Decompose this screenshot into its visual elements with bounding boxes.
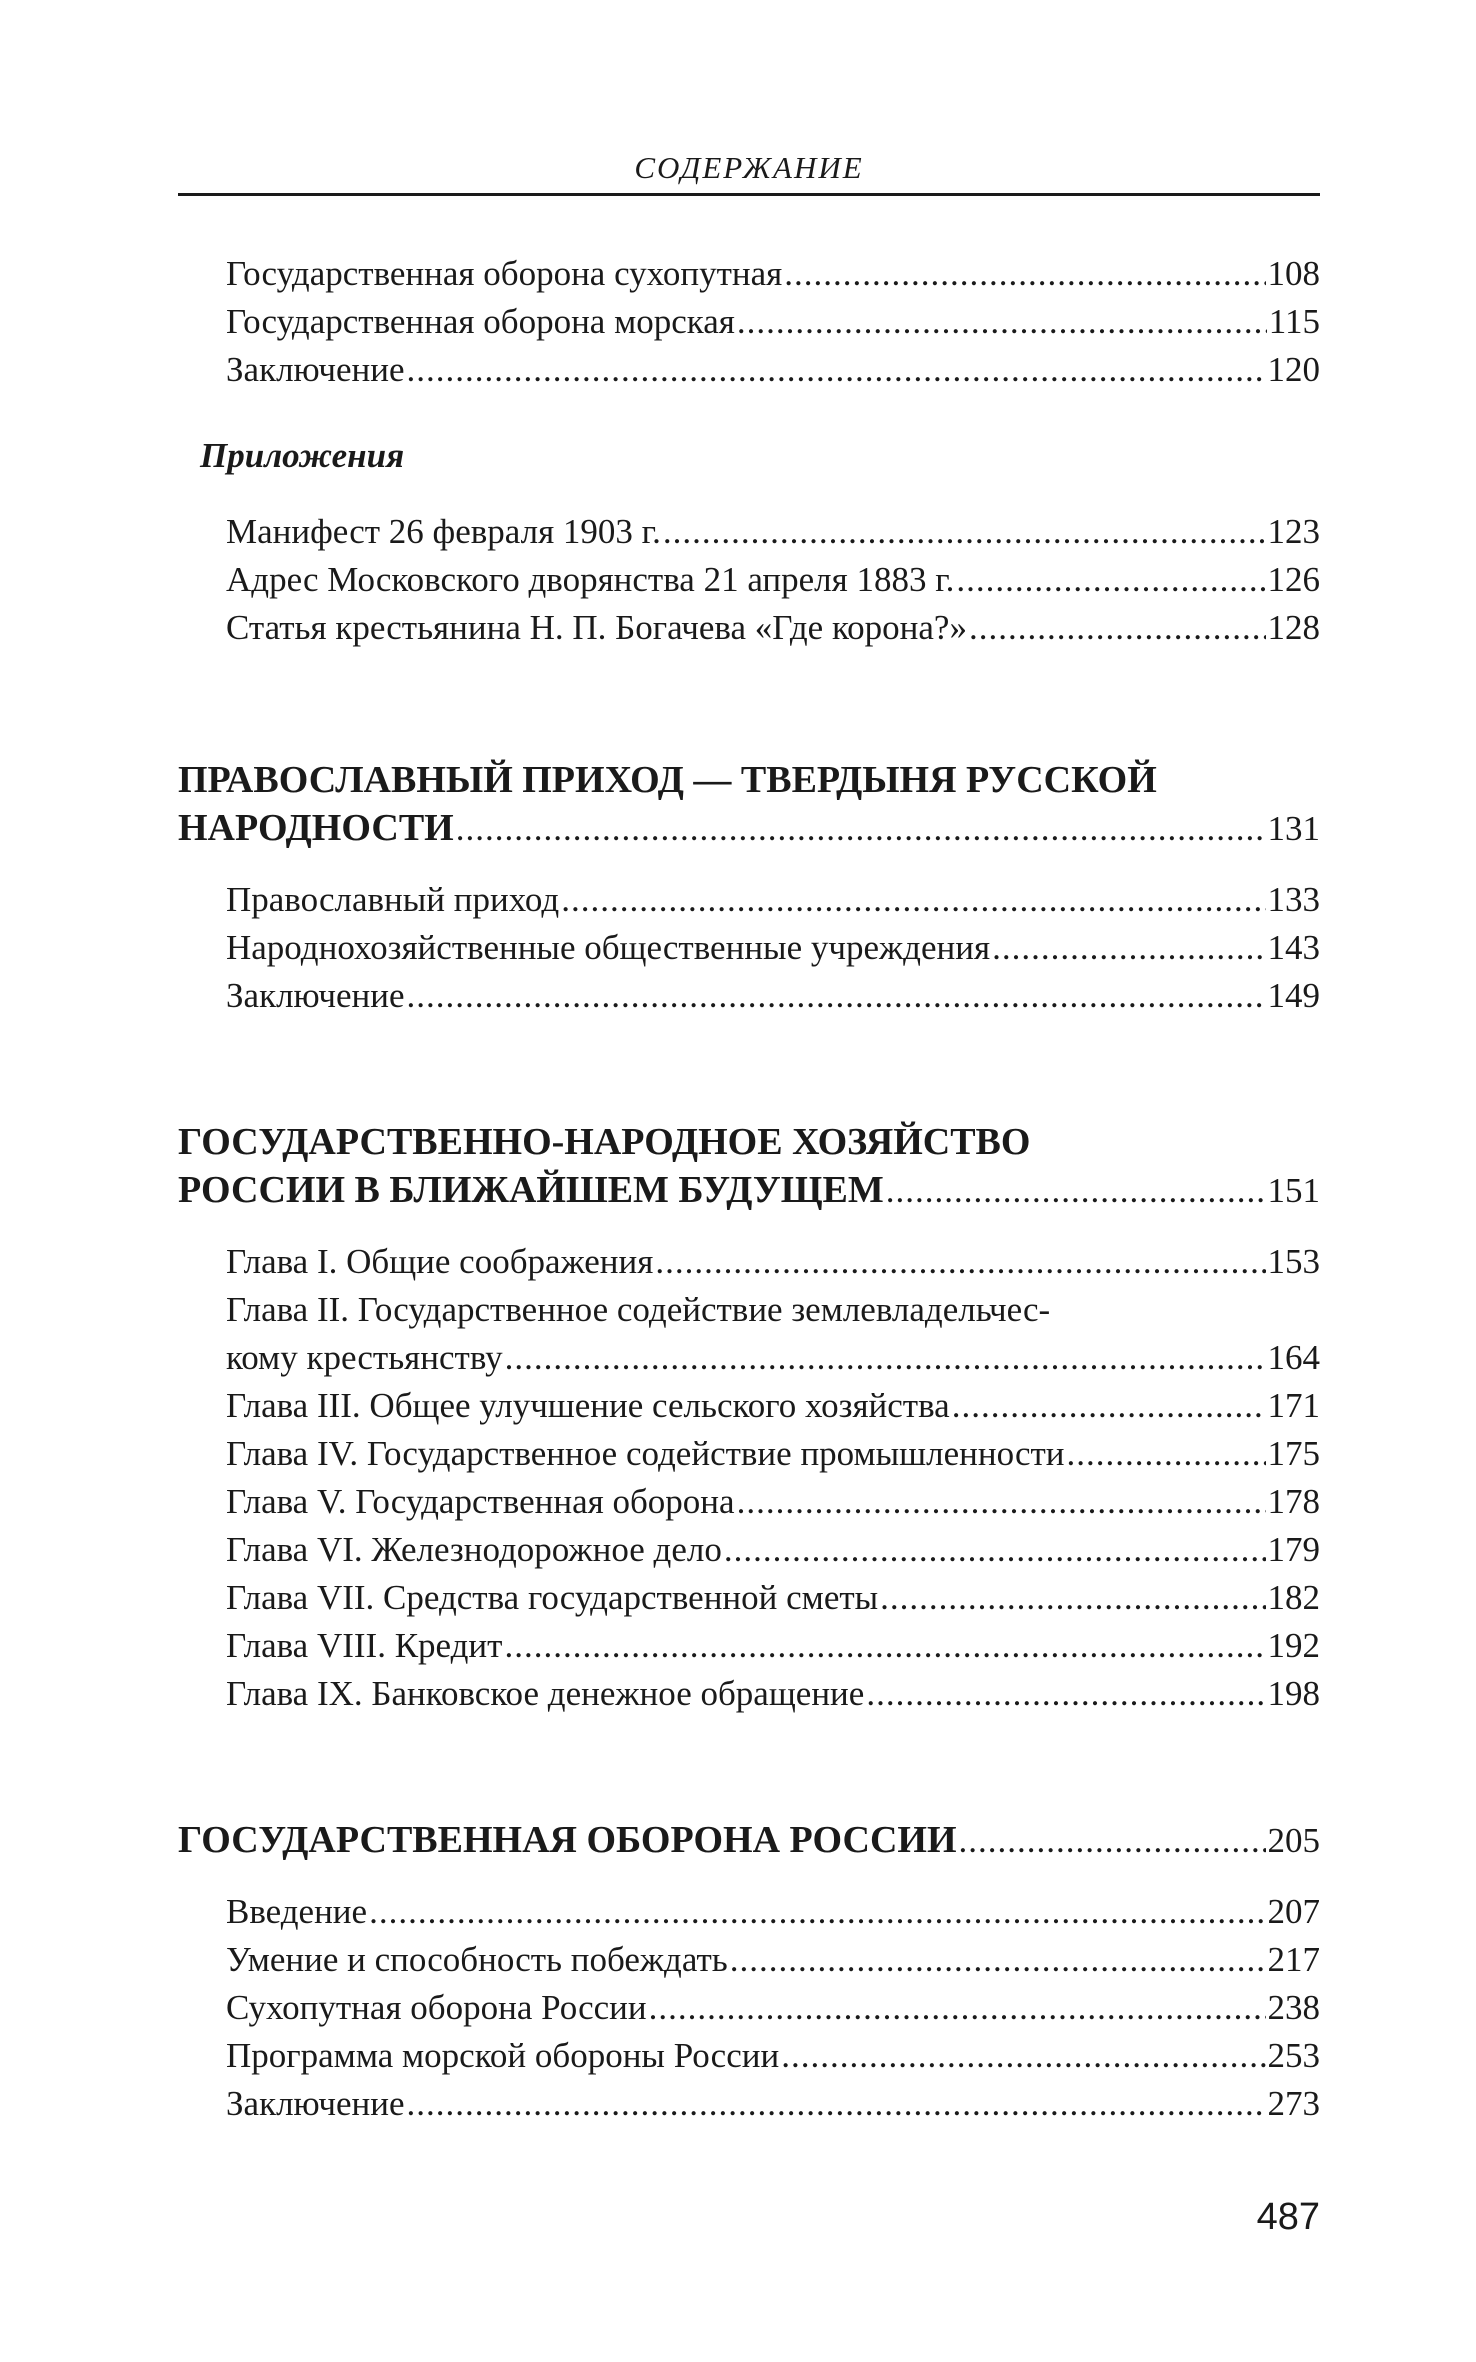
- toc-entry-page: 175: [1267, 1434, 1320, 1473]
- leader-dots: [737, 1478, 1266, 1526]
- toc-entry-title: Умение и способность побеждать: [226, 1940, 728, 1979]
- leader-dots: [456, 805, 1266, 853]
- toc-entry-page: 253: [1267, 2036, 1320, 2075]
- section-page: 205: [1267, 1821, 1320, 1860]
- toc-entry-title: Глава IV. Государственное содействие промышленности: [226, 1434, 1065, 1473]
- toc-entry: [226, 1526, 1320, 1574]
- toc-entry: [226, 508, 1320, 556]
- leader-dots: [781, 2032, 1265, 2080]
- toc-entry-title: Глава III. Общее улучшение сельского хозяйства: [226, 1386, 950, 1425]
- toc-entry-page: 108: [1267, 254, 1320, 293]
- leader-dots: [969, 604, 1266, 652]
- toc-entry-title: Государственная оборона морская: [226, 302, 735, 341]
- leader-dots: [649, 1984, 1266, 2032]
- leader-dots: [959, 1817, 1266, 1865]
- section-heading-title: НАРОДНОСТИ: [178, 807, 454, 849]
- toc-entry-title: кому крестьянству: [226, 1338, 503, 1377]
- toc-entry-page: 273: [1267, 2084, 1320, 2123]
- leader-dots: [737, 298, 1267, 346]
- leader-dots: [784, 250, 1265, 298]
- toc-entry-page: 153: [1267, 1242, 1320, 1281]
- toc-entry-title: Глава I. Общие соображения: [226, 1242, 654, 1281]
- section-heading-title: РОССИИ В БЛИЖАЙШЕМ БУДУЩЕМ: [178, 1169, 884, 1211]
- toc-entry-title: Глава V. Государственная оборона: [226, 1482, 735, 1521]
- toc-entry: [226, 1238, 1320, 1286]
- toc-entry: [226, 1334, 1320, 1382]
- toc-entry-page: 128: [1267, 608, 1320, 647]
- toc-entry-title: Народнохозяйственные общественные учреждения: [226, 928, 991, 967]
- toc-entry-page: 178: [1267, 1482, 1320, 1521]
- leader-dots: [505, 1334, 1266, 1382]
- toc-entry-title: Сухопутная оборона России: [226, 1988, 647, 2027]
- leader-dots: [952, 1382, 1266, 1430]
- appendix-heading: Приложения: [200, 436, 405, 475]
- toc-entry-title: Адрес Московского дворянства 21 апреля 1883 г.: [226, 560, 955, 599]
- toc-entry-page: 192: [1267, 1626, 1320, 1665]
- toc-entry-page: 149: [1267, 976, 1320, 1015]
- toc-entry: [226, 972, 1320, 1020]
- leader-dots: [724, 1526, 1266, 1574]
- toc-entry-title: Статья крестьянина Н. П. Богачева «Где корона?»: [226, 608, 967, 647]
- toc-entry-page: 126: [1267, 560, 1320, 599]
- toc-entry-title: Заключение: [226, 2084, 405, 2123]
- toc-entry-title: Манифест 26 февраля 1903 г.: [226, 512, 661, 551]
- toc-entry: [226, 1984, 1320, 2032]
- toc-entry: [226, 604, 1320, 652]
- header-rule: [178, 193, 1320, 196]
- section-heading-entry: [178, 804, 1320, 853]
- toc-entry-title: Глава VI. Железнодорожное дело: [226, 1530, 722, 1569]
- section-heading-entry: [178, 1816, 1320, 1865]
- section-heading: ГОСУДАРСТВЕННО-НАРОДНОЕ ХОЗЯЙСТВО: [178, 1121, 1031, 1163]
- toc-entry: [226, 2032, 1320, 2080]
- toc-entry-page: 143: [1267, 928, 1320, 967]
- toc-entry-title: Православный приход: [226, 880, 560, 919]
- toc-entry-page: 120: [1267, 350, 1320, 389]
- toc-entry-title: Программа морской обороны России: [226, 2036, 780, 2075]
- leader-dots: [561, 876, 1265, 924]
- toc-entry: [226, 1382, 1320, 1430]
- toc-entry: [226, 346, 1320, 394]
- toc-entry-page: 217: [1267, 1940, 1320, 1979]
- toc-entry: [226, 924, 1320, 972]
- toc-entry-page: 164: [1267, 1338, 1320, 1377]
- toc-entry: [226, 1670, 1320, 1718]
- toc-entry-page: 238: [1267, 1988, 1320, 2027]
- toc-entry-title: Глава IX. Банковское денежное обращение: [226, 1674, 865, 1713]
- leader-dots: [369, 1888, 1265, 1936]
- toc-entry-title-line: Глава II. Государственное содействие землевладельчес-: [226, 1290, 1051, 1329]
- toc-entry: [226, 2080, 1320, 2128]
- toc-entry: [226, 1622, 1320, 1670]
- toc-entry-page: 171: [1267, 1386, 1320, 1425]
- section-heading-title: ГОСУДАРСТВЕННАЯ ОБОРОНА РОССИИ: [178, 1819, 957, 1861]
- section-page: 151: [1267, 1171, 1320, 1210]
- page-number: 487: [1256, 2196, 1320, 2238]
- toc-entry-page: 207: [1267, 1892, 1320, 1931]
- leader-dots: [730, 1936, 1266, 1984]
- running-head: СОДЕРЖАНИЕ: [634, 150, 864, 185]
- toc-entry: [226, 1478, 1320, 1526]
- toc-entry-title: Глава VII. Средства государственной сметы: [226, 1578, 879, 1617]
- toc-entry: [226, 298, 1320, 346]
- toc-entry-title: Глава VIII. Кредит: [226, 1626, 503, 1665]
- toc-entry-title: Заключение: [226, 976, 405, 1015]
- leader-dots: [407, 2080, 1266, 2128]
- toc-entry-page: 198: [1267, 1674, 1320, 1713]
- leader-dots: [407, 346, 1266, 394]
- toc-entry: [226, 556, 1320, 604]
- toc-entry-page: 182: [1267, 1578, 1320, 1617]
- toc-entry-title: Введение: [226, 1892, 368, 1931]
- section-heading-entry: [178, 1166, 1320, 1215]
- leader-dots: [1067, 1430, 1266, 1478]
- toc-entry: [226, 250, 1320, 298]
- leader-dots: [866, 1670, 1265, 1718]
- section-page: 131: [1267, 809, 1320, 848]
- leader-dots: [956, 556, 1265, 604]
- toc-entry: [226, 1430, 1320, 1478]
- toc-entry-title: Заключение: [226, 350, 405, 389]
- toc-entry: [226, 876, 1320, 924]
- leader-dots: [886, 1167, 1266, 1215]
- leader-dots: [992, 924, 1265, 972]
- toc-entry: [226, 1936, 1320, 1984]
- toc-entry: [226, 1888, 1320, 1936]
- section-heading: ПРАВОСЛАВНЫЙ ПРИХОД — ТВЕРДЫНЯ РУССКОЙ: [178, 759, 1157, 801]
- toc-entry-page: 115: [1268, 302, 1320, 341]
- toc-entry-page: 133: [1267, 880, 1320, 919]
- leader-dots: [655, 1238, 1265, 1286]
- toc-entry-title: Государственная оборона сухопутная: [226, 254, 783, 293]
- leader-dots: [407, 972, 1266, 1020]
- toc-entry-page: 179: [1267, 1530, 1320, 1569]
- leader-dots: [504, 1622, 1265, 1670]
- toc-entry: [226, 1574, 1320, 1622]
- toc-entry-page: 123: [1267, 512, 1320, 551]
- leader-dots: [663, 508, 1266, 556]
- leader-dots: [880, 1574, 1265, 1622]
